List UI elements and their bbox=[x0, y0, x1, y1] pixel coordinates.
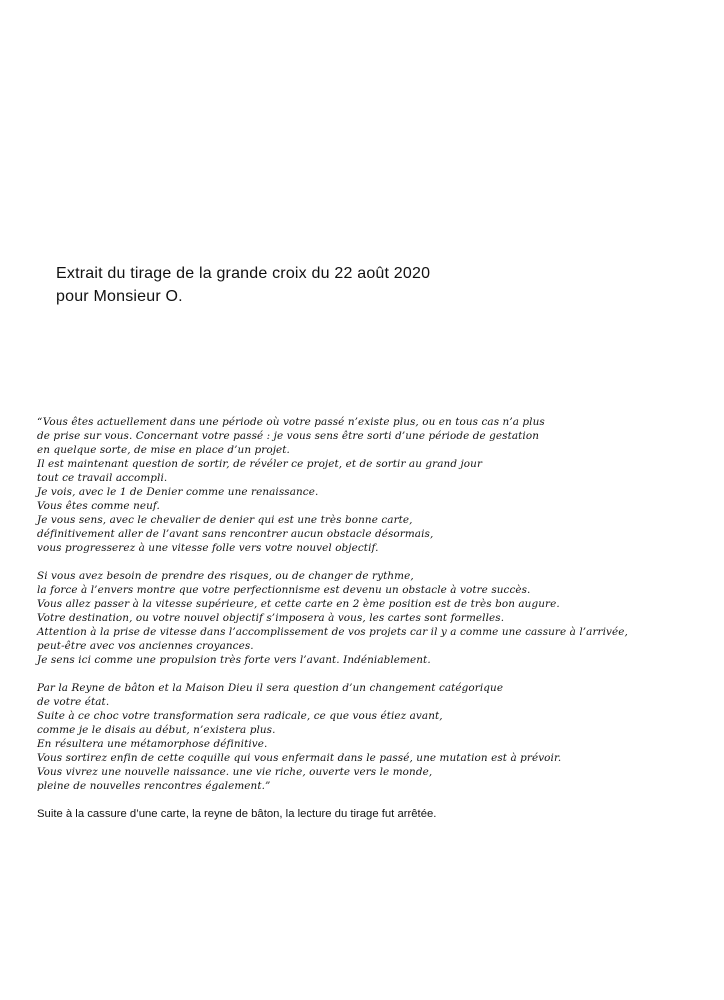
quote-line: Vous sortirez enfin de cette coquille qui vous enfermait dans le passé, une mutation est à prévoir. bbox=[37, 752, 562, 764]
quote-line: Suite à ce choc votre transformation sera radicale, ce que vous étiez avant, bbox=[37, 710, 443, 722]
quote-line: En résultera une métamorphose définitive. bbox=[37, 738, 268, 750]
quote-line: “Vous êtes actuellement dans une période où votre passé n’existe plus, ou en tous cas n’a plus bbox=[37, 416, 545, 428]
document-title bbox=[56, 262, 430, 308]
quote-line: Je sens ici comme une propulsion très forte vers l’avant. Indéniablement. bbox=[37, 654, 431, 666]
quote-line: Vous allez passer à la vitesse supérieure, et cette carte en 2 ème position est de très bon augure. bbox=[37, 598, 560, 610]
quote-paragraph-2 bbox=[37, 569, 721, 667]
quote-line: vous progresserez à une vitesse folle vers votre nouvel objectif. bbox=[37, 542, 379, 554]
quote-line: tout ce travail accompli. bbox=[37, 472, 168, 484]
quote-line: peut-être avec vos anciennes croyances. bbox=[37, 640, 254, 652]
quote-line: Votre destination, ou votre nouvel objectif s’imposera à vous, les cartes sont formelles. bbox=[37, 612, 505, 624]
quote-paragraph-3 bbox=[37, 681, 721, 793]
title-line-2: pour Monsieur O. bbox=[56, 288, 183, 305]
quote-line: de prise sur vous. Concernant votre passé : je vous sens être sorti d’une période de gestation bbox=[37, 430, 539, 442]
quote-line: de votre état. bbox=[37, 696, 110, 708]
title-line-1: Extrait du tirage de la grande croix du 22 août 2020 bbox=[56, 265, 431, 282]
quote-line: Si vous avez besoin de prendre des risques, ou de changer de rythme, bbox=[37, 570, 414, 582]
quote-line: Vous êtes comme neuf. bbox=[37, 500, 160, 512]
quote-paragraph-1 bbox=[37, 415, 721, 555]
quote-line: Je vous sens, avec le chevalier de denier qui est une très bonne carte, bbox=[37, 514, 413, 526]
quote-line: comme je le disais au début, n’existera plus. bbox=[37, 724, 276, 736]
quote-line: Par la Reyne de bâton et la Maison Dieu il sera question d’un changement catégorique bbox=[37, 682, 504, 694]
reading-quote bbox=[37, 415, 721, 807]
quote-line: la force à l’envers montre que votre perfectionnisme est devenu un obstacle à votre succès. bbox=[37, 584, 531, 596]
quote-line: Il est maintenant question de sortir, de révéler ce projet, et de sortir au grand jour bbox=[37, 458, 483, 470]
quote-line: en quelque sorte, de mise en place d’un projet. bbox=[37, 444, 290, 456]
quote-line: définitivement aller de l’avant sans rencontrer aucun obstacle désormais, bbox=[37, 528, 434, 540]
closing-note: Suite à la cassure d’une carte, la reyne de bâton, la lecture du tirage fut arrêtée. bbox=[37, 808, 437, 820]
quote-line: pleine de nouvelles rencontres également.” bbox=[37, 780, 271, 792]
quote-line: Attention à la prise de vitesse dans l’accomplissement de vos projets car il y a comme une cassure à l’arrivée, bbox=[37, 626, 628, 638]
quote-line: Vous vivrez une nouvelle naissance. une vie riche, ouverte vers le monde, bbox=[37, 766, 433, 778]
quote-line: Je vois, avec le 1 de Denier comme une renaissance. bbox=[37, 486, 319, 498]
